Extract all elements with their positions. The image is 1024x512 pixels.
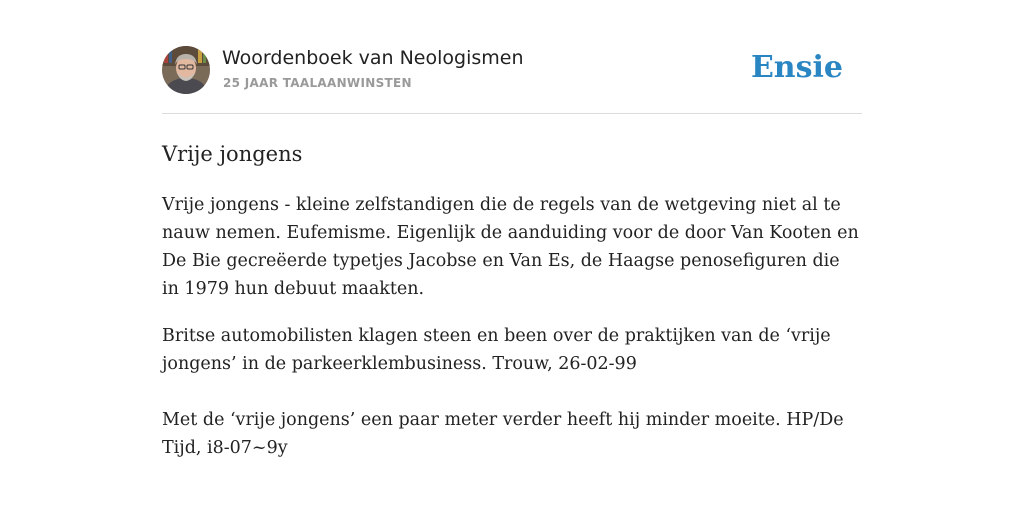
author-portrait-icon (162, 46, 210, 94)
source-subtitle: 25 JAAR TAALAANWINSTEN (223, 76, 412, 90)
header (162, 46, 862, 114)
entry-definition: Vrije jongens - kleine zelfstandigen die de regels van de wetgeving niet al te nauw nemen. Eufemisme. Eigenlijk de aanduiding voor de door Van Kooten en De Bie gecreëerde typetjes Jacobse en Van Es, de Haagse penosefiguren die in 1979 hun debuut maakten. (162, 195, 859, 299)
entry-title: Vrije jongens (162, 142, 303, 166)
entry-card (162, 46, 862, 462)
quote-2: Met de ‘vrije jongens’ een paar meter verder heeft hij minder moeite. HP/De Tijd, i8-07~9y (162, 410, 844, 458)
brand-logo[interactable]: Ensie (750, 50, 843, 85)
quote-1: Britse automobilisten klagen steen en been over de praktijken van de ‘vrije jongens’ in de parkeerklembusiness. Trouw, 26-02-99 (162, 326, 831, 374)
source-title[interactable]: Woordenboek van Neologismen (222, 47, 524, 69)
author-avatar[interactable] (162, 46, 210, 94)
